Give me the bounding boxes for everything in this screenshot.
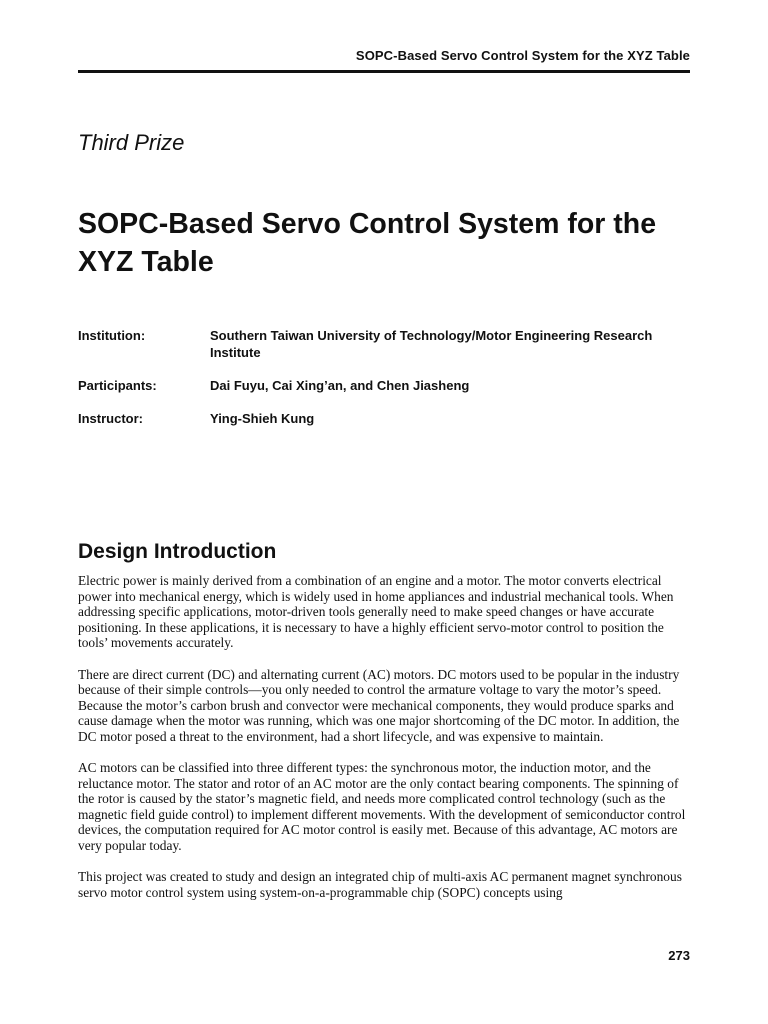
participants-label: Participants: bbox=[78, 378, 157, 393]
institution-value: Southern Taiwan University of Technology/Motor Engineering Research Institute bbox=[210, 328, 653, 360]
institution-row bbox=[78, 327, 690, 361]
instructor-row bbox=[78, 410, 690, 427]
institution-label: Institution: bbox=[78, 328, 146, 343]
running-header: SOPC-Based Servo Control System for the XYZ Table bbox=[355, 48, 690, 63]
paragraph: This project was created to study and design an integrated chip of multi-axis AC permanent magnet synchronous servo motor control system using system-on-a-programmable chip (SOPC) concepts using bbox=[78, 869, 682, 900]
page-number: 273 bbox=[668, 948, 690, 963]
paragraph: There are direct current (DC) and alternating current (AC) motors. DC motors used to be popular in the industry because of their simple controls—you only needed to control the armature voltage to vary the motor’s speed. Because the motor’s carbon brush and convector were mechanical components, they would produce sparks and cause damage when the motor was running, which was one major shortcoming of the DC motor. In addition, the DC motor posed a threat to the environment, had a short lifecycle, and was expensive to maintain. bbox=[78, 666, 680, 744]
instructor-value: Ying-Shieh Kung bbox=[210, 411, 315, 426]
header-rule bbox=[78, 70, 690, 73]
section-heading: Design Introduction bbox=[78, 540, 277, 563]
participants-value: Dai Fuyu, Cai Xing’an, and Chen Jiasheng bbox=[210, 378, 470, 393]
participants-row bbox=[78, 377, 690, 394]
paragraph: AC motors can be classified into three different types: the synchronous motor, the induction motor, and the reluctance motor. The stator and rotor of an AC motor are the only contact bearing components. The spinning of the rotor is caused by the stator’s magnetic field, and needs more complicated control technology (such as the magnetic field guide control) to implement different movements. With the development of semiconductor control devices, the computation required for AC motor control is easily met. Because of this advantage, AC motors are very popular today. bbox=[78, 760, 686, 853]
prize-label: Third Prize bbox=[78, 130, 185, 155]
paragraph: Electric power is mainly derived from a combination of an engine and a motor. The motor converts electrical power into mechanical energy, which is widely used in home appliances and industrial mechanical tools. When addressing specific applications, motor-driven tools generally need to make speed changes or have accurate positioning. In these applications, it is necessary to have a highly efficient servo-motor control to position the tools’ movements accurately. bbox=[78, 573, 674, 650]
body-text bbox=[78, 573, 690, 916]
project-metadata bbox=[78, 327, 690, 443]
document-title: SOPC-Based Servo Control System for the XYZ Table bbox=[78, 208, 657, 278]
instructor-label: Instructor: bbox=[78, 411, 143, 426]
